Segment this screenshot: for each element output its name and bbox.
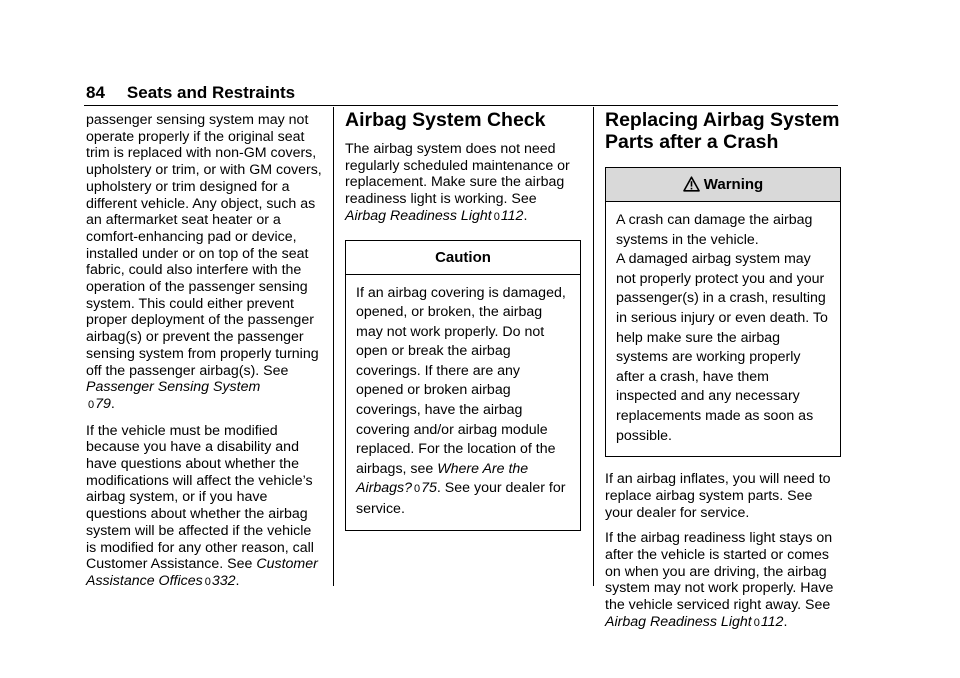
caution-text-end: . See your dealer for service.	[356, 480, 566, 518]
column-2	[345, 110, 581, 545]
punctuation: .	[235, 572, 240, 589]
warning-text-1: A crash can damage the airbag systems in the vehicle.	[616, 212, 813, 248]
column-3	[605, 110, 841, 640]
page-ref-number[interactable]: 79	[95, 395, 111, 412]
paragraph-text: If the airbag readiness light stays on after the vehicle is started or comes on when you are driving, the airbag system may not work properly. Have the vehicle serviced right away. See	[605, 530, 834, 614]
page-number: 84	[86, 83, 105, 102]
warning-title: Warning	[703, 176, 764, 193]
page-ref-icon: 0	[493, 210, 500, 223]
page-ref-icon: 0	[753, 616, 760, 629]
page-ref-icon: 0	[414, 483, 421, 496]
page-ref-icon: 0	[204, 575, 211, 588]
caution-box	[345, 240, 581, 531]
section-heading: Replacing Airbag System Parts after a Crash	[605, 109, 840, 153]
header-rule	[84, 105, 838, 106]
caution-title: Caution	[346, 241, 580, 275]
page-ref-number[interactable]: 332	[211, 572, 236, 589]
section-heading: Airbag System Check	[345, 109, 546, 131]
paragraph-text: The airbag system does not need regularly scheduled maintenance or replacement. Make sure the airbag readiness light is working. See	[345, 141, 570, 208]
warning-triangle-icon	[683, 171, 700, 204]
warning-body	[606, 202, 840, 456]
caution-text: If an airbag covering is damaged, opened, or broken, the airbag may not work properly. Do not open or break the airbag coverings. If there are any opened or broken airbag coverings, have the airbag covering and/or airbag module replaced. For the location of the airbags, see	[356, 284, 566, 477]
caution-body	[346, 275, 580, 530]
page-ref-number[interactable]: 112	[760, 613, 784, 630]
column-1	[86, 112, 324, 600]
cross-reference-link[interactable]: Passenger Sensing System	[86, 379, 261, 396]
warning-text-2: A damaged airbag system may not properly protect you and your passenger(s) in a crash, resulting in serious injury or even death. To help make sure the airbag systems are working properly after a crash, have them inspected and any necessary replacements made as soon as possible.	[616, 251, 828, 444]
page-ref-number[interactable]: 75	[421, 480, 437, 497]
page-ref-icon: 0	[88, 398, 95, 411]
cross-reference-link[interactable]: Airbag Readiness Light	[345, 207, 492, 224]
column-divider-2	[593, 107, 594, 586]
warning-title-bar	[606, 168, 840, 202]
paragraph	[345, 141, 581, 226]
column-divider-1	[333, 107, 334, 586]
punctuation: .	[110, 395, 115, 412]
page-header	[86, 83, 295, 103]
paragraph: If an airbag inflates, you will need to replace airbag system parts. See your dealer for service.	[605, 471, 831, 521]
cross-reference-link[interactable]: Airbag Readiness Light	[605, 613, 752, 630]
paragraph-text: passenger sensing system may not operate properly if the original seat trim is replaced with non-GM covers, upholstery or trim, or with GM covers, upholstery or trim designed for a different vehicle. Any object, such as an aftermarket seat heater or a comfort-enhancing pad or device, installed under or on top of the seat fabric, could also interfere with the operation of the passenger sensing system. This could either prevent proper deployment of the passenger airbag(s) or prevent the passenger sensing system from properly turning off the passenger airbag(s). See	[86, 112, 322, 379]
paragraph	[86, 423, 324, 591]
paragraph-text: If the vehicle must be modified because you have a disability and have questions about whether the modifications will affect the vehicle’s airbag system, or if you have questions about whether the airbag system will be affected if the vehicle is modified for any other reason, call Customer Assistance. See	[86, 422, 314, 573]
paragraph	[86, 112, 324, 414]
cross-reference-link[interactable]: Where Are the Airbags?	[356, 460, 529, 497]
section-title: Seats and Restraints	[126, 83, 296, 102]
cross-reference-link[interactable]: Customer Assistance Offices	[86, 556, 318, 589]
punctuation: .	[783, 613, 788, 630]
page-ref-number[interactable]: 112	[500, 207, 524, 224]
punctuation: .	[523, 207, 528, 224]
paragraph	[605, 530, 841, 631]
warning-box	[605, 167, 841, 457]
